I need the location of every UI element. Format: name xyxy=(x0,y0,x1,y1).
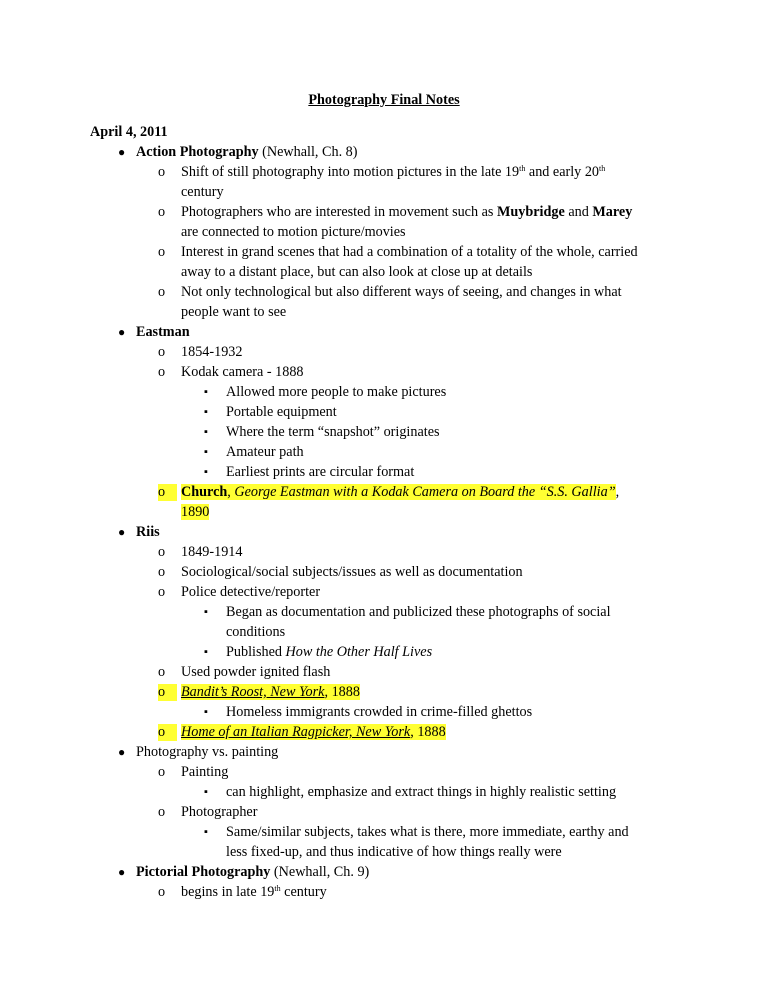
square-icon: ▪ xyxy=(204,446,208,458)
bullet-icon: ● xyxy=(118,525,126,539)
square-icon: ▪ xyxy=(204,706,208,718)
note-line: Not only technological but also different ways of seeing, and changes in what xyxy=(181,284,622,300)
name-muybridge: Muybridge xyxy=(496,204,565,220)
bullet-icon: ● xyxy=(118,325,126,339)
section-eastman: Eastman xyxy=(136,324,190,340)
note-line: Same/similar subjects, takes what is there, more immediate, earthy and xyxy=(226,824,629,840)
note-line: Amateur path xyxy=(226,444,304,460)
note-line: century xyxy=(181,184,224,200)
photographer-church: Church xyxy=(181,484,228,500)
note-line: Painting xyxy=(181,764,229,780)
note-line: Interest in grand scenes that had a combination of a totality of the whole, carried xyxy=(181,244,638,260)
note-text: century xyxy=(280,884,327,900)
highlight-span xyxy=(181,684,360,700)
square-icon: ▪ xyxy=(204,606,208,618)
highlight-span xyxy=(181,724,446,740)
circle-icon: o xyxy=(158,284,166,300)
circle-icon: o xyxy=(158,244,166,260)
section-pictorial-photography xyxy=(136,864,369,881)
work-year: , 1888 xyxy=(410,724,446,740)
circle-icon: o xyxy=(158,164,166,180)
work-title: George Eastman with a Kodak Camera on Board the “S.S. Gallia” xyxy=(234,484,616,500)
note-line xyxy=(181,204,632,221)
work-title: Bandit’s Roost, New York xyxy=(181,684,325,700)
circle-icon: o xyxy=(158,884,166,900)
note-line: people want to see xyxy=(181,304,287,320)
circle-icon: o xyxy=(158,484,177,501)
bullet-icon: ● xyxy=(118,145,126,159)
section-riis: Riis xyxy=(136,524,160,540)
note-line: Portable equipment xyxy=(226,404,337,420)
section-label: Action Photography xyxy=(136,144,259,160)
note-text: and xyxy=(564,204,593,220)
highlighted-work-year xyxy=(181,504,209,521)
note-text: Published xyxy=(226,644,286,660)
note-line: Police detective/reporter xyxy=(181,584,321,600)
superscript: th xyxy=(599,164,606,173)
work-title: Home of an Italian Ragpicker, New York xyxy=(181,724,411,740)
square-icon: ▪ xyxy=(204,646,208,658)
square-icon: ▪ xyxy=(204,386,208,398)
page-title: Photography Final Notes xyxy=(308,92,460,108)
section-action-photography xyxy=(136,144,357,161)
note-line xyxy=(181,884,327,901)
circle-icon: o xyxy=(158,804,166,820)
note-line: 1854-1932 xyxy=(181,344,243,360)
square-icon: ▪ xyxy=(204,406,208,418)
note-line: Began as documentation and publicized these photographs of social xyxy=(226,604,611,620)
note-line: can highlight, emphasize and extract things in highly realistic setting xyxy=(226,784,617,800)
note-line: Earliest prints are circular format xyxy=(226,464,415,480)
square-icon: ▪ xyxy=(204,826,208,838)
square-icon: ▪ xyxy=(204,786,208,798)
separator: , xyxy=(227,484,235,500)
square-icon: ▪ xyxy=(204,426,208,438)
circle-icon: o xyxy=(158,364,166,380)
note-line: Homeless immigrants crowded in crime-filled ghettos xyxy=(226,704,533,720)
note-line xyxy=(226,644,432,661)
note-line: away to a distant place, but can also look at close up at details xyxy=(181,264,533,280)
section-source: (Newhall, Ch. 9) xyxy=(270,864,370,880)
note-text: begins in late 19 xyxy=(181,884,275,900)
bullet-icon: ● xyxy=(118,865,126,879)
highlighted-work xyxy=(181,484,619,501)
circle-icon: o xyxy=(158,724,177,741)
highlight-span: 1890 xyxy=(181,504,210,520)
separator: , xyxy=(615,484,620,500)
note-line: 1849-1914 xyxy=(181,544,243,560)
circle-icon: o xyxy=(158,204,166,220)
note-text: Photographers who are interested in movement such as xyxy=(181,204,497,220)
note-line: are connected to motion picture/movies xyxy=(181,224,406,240)
highlighted-work xyxy=(181,724,446,741)
circle-icon: o xyxy=(158,344,166,360)
note-text: Shift of still photography into motion pictures in the late 19 xyxy=(181,164,520,180)
note-line: Allowed more people to make pictures xyxy=(226,384,447,400)
note-line xyxy=(181,164,605,181)
section-photography-vs-painting: Photography vs. painting xyxy=(136,744,279,760)
section-label: Pictorial Photography xyxy=(136,864,271,880)
bullet-icon: ● xyxy=(118,745,126,759)
superscript: th xyxy=(519,164,526,173)
square-icon: ▪ xyxy=(204,466,208,478)
date-heading: April 4, 2011 xyxy=(90,124,168,140)
note-line: Kodak camera - 1888 xyxy=(181,364,304,380)
note-text: and early 20 xyxy=(525,164,600,180)
note-line: Sociological/social subjects/issues as well as documentation xyxy=(181,564,523,580)
circle-icon: o xyxy=(158,684,177,701)
work-year: , 1888 xyxy=(324,684,360,700)
note-line: Photographer xyxy=(181,804,258,820)
note-line: less fixed-up, and thus indicative of how things really were xyxy=(226,844,562,860)
circle-icon: o xyxy=(158,564,166,580)
circle-icon: o xyxy=(158,764,166,780)
name-marey: Marey xyxy=(592,204,633,220)
superscript: th xyxy=(274,884,281,893)
book-title: How the Other Half Lives xyxy=(285,644,433,660)
section-source: (Newhall, Ch. 8) xyxy=(258,144,358,160)
circle-icon: o xyxy=(158,544,166,560)
highlight-span xyxy=(181,484,616,500)
circle-icon: o xyxy=(158,664,166,680)
note-line: Used powder ignited flash xyxy=(181,664,331,680)
note-line: conditions xyxy=(226,624,286,640)
circle-icon: o xyxy=(158,584,166,600)
note-line: Where the term “snapshot” originates xyxy=(226,424,440,440)
highlighted-work xyxy=(181,684,360,701)
